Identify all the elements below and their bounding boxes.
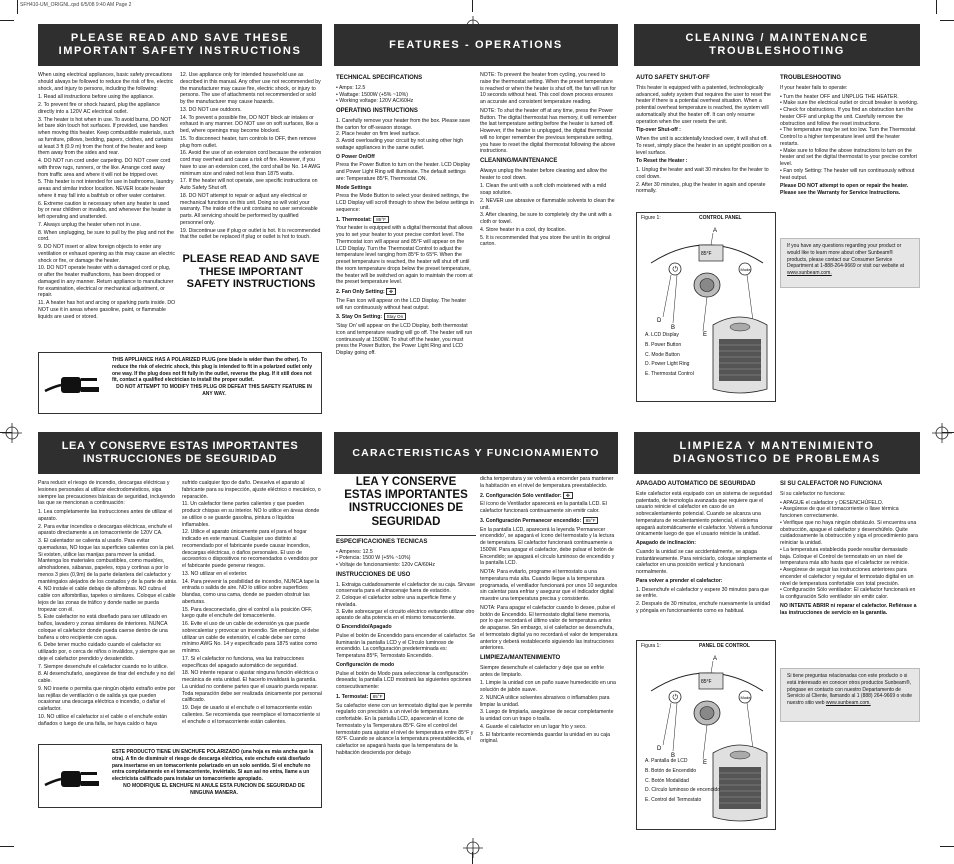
polarized-plug-icon (43, 755, 105, 795)
list-item: 8. When unplugging, be sure to pull by the plug and not the cord. (38, 229, 174, 243)
trouble-heading-es: SI SU CALEFACTOR NO FUNCIONA (780, 481, 883, 487)
banner-es-features: CARACTERISTICAS Y FUNCIONAMIENTO (334, 432, 618, 474)
list-item: 16. Avoid the use of an extension cord because the extension cord may overheat and cause a risk of fire. However, if you have to use an extension cord, the cord shall be No. 14 AWG minimum size and rated not less than 1875 watts. (180, 150, 322, 177)
op-heading: OPERATING INSTRUCTIONS (336, 108, 418, 115)
list-item: 11. A heater has hot and arcing or sparking parts inside. DO NOT use it in areas where gasoline, paint, or flammable liquids are used or stored. (38, 300, 176, 320)
reset-heading-es: Para volver a prender el calefactor: (636, 577, 723, 584)
list-item: 2. Place heater on firm level surface. (336, 131, 421, 138)
list-item: • Turn the heater OFF and UNPLUG THE HEATER. (780, 93, 899, 100)
list-item: 1. Carefully remove your heater from the box. Please save the carton for off-season storage. (336, 117, 471, 131)
m3-text-es: En la pantalla LCD, aparecerá la leyenda 'Permanecer encendido', se apagará el ícono del termostato y la lectura de temperatura. El calefactor funcionará continuamente a 1500W. Para apagar el calefactor, debe pulsar el botón de Encendido; se apagará el círculo luminoso de encendido y la pantalla LCD. (480, 526, 615, 567)
en-contact-box (780, 238, 920, 288)
en-safety-intro: When using electrical appliances, basic safety precautions should always be followed to reduce the risk of fire, electric shock, and injury to persons, including the following: (38, 72, 174, 92)
mode-heading-es: Configuración de modo (336, 661, 395, 668)
list-item: • Asegúrese de que el tomacorriente o llave térmica funcionen correctamente. (780, 506, 899, 520)
list-item: • Configuración Sólo ventilador: El calefactor funcionará en la configuración Sólo ventilador sin emitir calor. (780, 587, 916, 601)
clean-intro: Always unplug the heater before cleaning and allow the heater to cool down. (480, 167, 608, 181)
power-icon: ⏻ (336, 153, 342, 160)
note-2-es: NOTA: Para apagar el calefactor cuando lo desee, pulse el botón de Encendido. El termostato digital tiene memoria, por lo que recordará el último valor de temperatura antes de apagarse. Sin embargo, si el calefactor se desenchufa, el termostato digital ya no recordará el valor de temperatura anterior y deberá restablecerlo siguiendo las instrucciones anteriores. (480, 604, 618, 652)
note-1-es: NOTA: Para evitarlo, programe el termostato a una temperatura más alta. Cuando llegue a la temperatura programada, el ventilador funcionará por unos 10 segundos sin calentar para enfriar y asegurar que el indicador digital muestre una temperatura precisa y consistente. (480, 569, 618, 602)
mode-button-text: Mode (740, 267, 751, 272)
lcd-reading: 85°F (701, 679, 712, 685)
en-plug-box (38, 352, 322, 414)
list-item: 5. El fabricante recomienda guardar la unidad en su caja original. (480, 731, 611, 745)
list-item: 4. Guarde el calefactor en un lugar frío y seco. (480, 723, 587, 730)
en-features-col-left (336, 72, 474, 412)
en-plug-text-2: DO NOT ATTEMPT TO MODIFY THIS PLUG OR DEFEAT THIS SAFETY FEATURE IN ANY WAY. (116, 384, 312, 397)
m3-heading: 3. Stay On Setting: (336, 314, 383, 321)
list-item: 1. Lea completamente las instrucciones antes de utilizar el aparato. (38, 509, 173, 522)
list-item: • Potencia: 1500 W (+5% ~10%) (336, 555, 411, 562)
tech-heading: TECHNICAL SPECIFICATIONS (336, 75, 423, 81)
legend-item: E. Control del Termostato (645, 797, 702, 803)
list-item: 19. Deje de usarlo si el enchufe o el tomacorriente están calientes. Se recomienda que reemplace el tomacorriente si el enchufe o el tomacorriente están calientes. (182, 705, 320, 725)
list-item: 3. Evite sobrecargar el circuito eléctrico evitando utilizar otro aparato de alta potencia en el mismo tomacorriente. (336, 608, 475, 622)
website-link[interactable]: www.sunbeam.com. (825, 700, 871, 706)
tech-heading-es: ESPECIFICACIONES TECNICAS (336, 538, 428, 545)
list-item: 5. This heater is not intended for use in bathrooms, laundry areas and similar indoor location. NEVER locate heater where it may fall into a bathtub or other water container. (38, 179, 174, 199)
es-safety-col-left (38, 480, 178, 742)
list-item: 6. Extreme caution is necessary when any heater is used by or near children or invalids, and whenever the heater is left operating and unattended. (38, 200, 172, 220)
list-item: 10. DO NOT operate heater with a damaged cord or plug, or after the heater malfunctions, has been dropped or damaged in any manner. Return appliance to manufacturer for examination, electrical or mechanical adjustment, or repair. (38, 265, 174, 299)
list-item: 14. To prevent a possible fire, DO NOT block air intakes or exhaust in any manner. DO NOT use on soft surfaces, like a bed, where openings may become blocked. (180, 114, 319, 134)
list-item: 2. NUNCA utilice solventes abrasivos o inflamables para limpiar la unidad. (480, 694, 610, 708)
clean-intro-es: Siempre desenchufe el calefactor y deje que se enfríe antes de limpiarlo. (480, 664, 604, 678)
m2-heading: 2. Fan Only Setting: (336, 289, 385, 296)
en-cleaning-col-right (780, 72, 920, 212)
list-item: 11. Un calefactor tiene partes calientes y que pueden producir chispas en su interior. NO lo utilice en áreas donde se utilice o se guarde gasolina, pintura o líquidos inflamables. (182, 501, 320, 528)
en-figure (636, 212, 776, 402)
crop-mark (940, 20, 954, 21)
website-link[interactable]: www.sunbeam.com. (787, 270, 832, 276)
list-item: 3. Luego de limpiarla, asegúrese de secar completamente la unidad con un trapo o toalla. (480, 709, 614, 723)
fig-letter-d: D (657, 318, 662, 324)
crop-mark (472, 0, 473, 12)
crop-mark (0, 20, 14, 21)
list-item: • Verifique que no haya ningún obstáculo. Si encuentra una obstrucción, apague el calefactor y desenchúfelo. Quite cuidadosamente la obstrucción y siga el procedimiento para reiniciar la unidad. (780, 519, 918, 547)
list-item: 19. Discontinue use if plug or outlet is hot. It is recommended that the outlet be replaced if plug or outlet is hot to touch. (180, 227, 321, 241)
en-safety-col-right (180, 72, 322, 350)
list-item: 17. Si el calefactor no funciona, vea las instrucciones específicas del apagado automático de seguridad. (182, 655, 304, 669)
svg-text:⏻: ⏻ (672, 693, 679, 702)
m1-heading: 1. Thermostat: (336, 216, 372, 223)
figure-title: PANEL DE CONTROL (699, 643, 750, 649)
list-item: 13. DO NOT use outdoors. (180, 106, 242, 113)
legend-item: D. Círculo luminoso de encendido (645, 787, 721, 794)
banner-es-cleaning: LIMPIEZA Y MANTENIMIENTO DIAGNOSTICO DE PROBLEMAS (634, 432, 920, 474)
crop-mark (940, 846, 954, 847)
m1-text-es-cont: dicha temperatura y se volverá a encender para mantener la habitación en el nivel de temperatura preestablecido. (480, 476, 614, 489)
figure-title: CONTROL PANEL (699, 215, 742, 221)
note-2: NOTE: To shut the heater off at any time, press the Power Button. The digital thermostat has memory, it will remember the last temperature setting before the heater is turned off. However, if the heater is unplugged, the digital thermostat will no longer remember the previous temperature setting, you have to reset the digital thermostat following the above instructions. (480, 107, 617, 155)
list-item: 4. DO NOT run cord under carpeting. DO NOT cover cord with throw rugs, runners, or the like. Arrange cord away from traffic area and where it will not be tripped over. (38, 158, 171, 178)
legend-item: D. Power Light Ring (645, 361, 690, 368)
tip-heading: Tip-over Shut-off : (636, 127, 681, 134)
es-features-col-left (336, 476, 476, 848)
fig-letter-a: A (713, 656, 718, 662)
lcd-reading: 85°F (701, 251, 712, 257)
tip-text-es: Cuando la unidad se cae accidentalmente, se apaga instantáneamente. Para reiniciarlo, coloque simplemente el calefactor en una posición vertical y funcionará normalmente. (636, 548, 773, 576)
auto-heading-es: APAGADO AUTOMATICO DE SEGURIDAD (636, 481, 756, 487)
es-cleaning-col-right (780, 478, 920, 638)
trouble-intro-es: Si su calefactor no funciona: (780, 490, 846, 497)
legend-item: B. Power Button (645, 341, 682, 348)
banner-en-cleaning: CLEANING / MAINTENANCE TROUBLESHOOTING (634, 24, 920, 66)
list-item: • APAGUE el calefactor y DESENCHÚFELO. (780, 499, 884, 506)
list-item: • Fan only Setting: The heater will run continuously without heat output. (780, 167, 915, 181)
list-item: 3. Avoid overloading your circuit by not using other high wattage appliances in the same outlet. (336, 138, 464, 151)
tip-heading-es: Apagado de inclinación: (636, 540, 696, 547)
legend-item: A. Pantalla de LCD (645, 758, 688, 764)
es-plug-box (38, 744, 322, 808)
mode-heading: Mode Settings (336, 184, 372, 191)
legend-item: C. Mode Button (645, 351, 680, 358)
figure-legend (645, 757, 720, 806)
divider (336, 535, 476, 536)
es-big-title: LEA Y CONSERVE ESTAS IMPORTANTES INSTRUCCIONES DE SEGURIDAD (344, 476, 468, 528)
power-icon: ⏻ (336, 624, 342, 631)
tip-text: When the unit is accidentally knocked over, it will shut off. To reset, simply place the heater in an upright position on a level surface. (636, 136, 772, 156)
m1-text: Your heater is equipped with a digital thermostat that allows you to set your heater to your precise comfort level. The Thermostat icon will appear and 85°F will appear on the LCD Display. Turn the Thermostat Control to adjust the temperature level ranging from 85°F to 65°F. When the preset temperature is reached, the heater will shut off until the room temperature drops below the preset temperature, the heater will be switched on again to maintain the room at the preset temperature level. (336, 225, 473, 286)
list-item: • Check for obstructions. If you find an obstruction turn the heater OFF and unplug the unit. Carefully remove the obstruction and follow the reset instructions. (780, 107, 914, 127)
power-text: Press the Power Button to turn on the heater. LCD Display and Power Light Ring will illuminate. The default settings are: Temperature 85°F, Thermostat ON. (336, 162, 471, 182)
list-item: 4. NO instale el cable debajo de alfombras. NO cubra el cable con alfombrillas, tapetes o similares. Coloque el cable lejos de las zonas de tráfico y donde nadie se pueda tropezar con él. (38, 586, 176, 613)
list-item: • Working voltage: 120V AC/60Hz (336, 98, 414, 105)
svg-text:⏻: ⏻ (672, 265, 679, 274)
en-features-col-right (480, 72, 618, 412)
legend-item: B. Botón de Encendido (645, 767, 697, 774)
clean-heading-es: LIMPIEZA/MANTENIMIENTO (480, 655, 561, 661)
trouble-note-es: NO INTENTE ABRIR ni reparar el calefactor. Refiérase a las instrucciones de servicio en la garantía. (780, 602, 917, 616)
fig-letter-b: B (671, 753, 676, 759)
banner-es-safety: LEA Y CONSERVE ESTAS IMPORTANTES INSTRUCCIONES DE SEGURIDAD (38, 432, 322, 474)
fig-letter-d: D (657, 746, 662, 752)
file-slug: SFH410-UM_ORIGNL.qxd 6/5/08 9:40 AM Page 2 (20, 2, 132, 8)
auto-text-es: Este calefactor está equipado con un sistema de seguridad patentado, de tecnología avanzada que requiere que el usuario reinicie el calefactor en caso de un sobrecalentamiento potencial. Cuando se alcanza una temperatura de recalentamiento potencial, el sistema apagará automáticamente el calefactor. Volverá a funcionar únicamente luego de que el usuario reinicie la unidad. (636, 490, 773, 538)
legend-item: E. Thermostat Control (645, 371, 694, 377)
list-item: 15. Para desconectarlo, gire el control a la posición OFF, luego quite el enchufe del tomacorriente. (182, 606, 313, 620)
list-item: 4. Store heater in a cool, dry location. (480, 226, 566, 233)
list-item: 9. DO NOT insert or allow foreign objects to enter any ventilation or exhaust opening as this may cause an electric shock or fire, or damage the heater. (38, 244, 175, 264)
power-text-es: Pulse el botón de Encendido para encender el calefactor. Se iluminarán la pantalla LCD y el Círculo luminoso de encendido. La configuración predeterminada es: Temperatura 85°F, Termostato Encendido. (336, 632, 476, 660)
list-item: 16. Evite el uso de un cable de extensión ya que puede sobrecalentar y provocar un incendio. Sin embargo, si debe utilizar un cable de extensión, el cable debe ser como mínimo AWG No. 14 y especificado para 1875 vatios como mínimo. (182, 621, 319, 654)
list-item: 7. Always unplug the heater when not in use. (38, 221, 141, 228)
list-item: • Make sure the electrical outlet or circuit breaker is working. (780, 100, 919, 107)
legend-item: A. LCD Display (645, 332, 679, 338)
list-item: 3. After cleaning, be sure to completely dry the unit with a cloth or towel. (480, 212, 612, 226)
auto-text: This heater is equipped with a patented, technologically advanced, safety system that requires the user to reset the heater if there is a potential overheat situation. When a potential overheat temperature is reached, the system will automatically shut the heater off. It can only resume operation when the user resets the unit. (636, 84, 771, 125)
m1-text-es: Su calefactor viene con un termostato digital que le permite regularlo con precisión a un nivel de temperatura confortable. En la pantalla LCD, aparecerán el ícono de Termostato y la Temperatura 85°F. Gire el control del termostato para ajustar el nivel de temperatura entre 85°F y 65°F. Cuando se alcance la temperatura preestablecida, el calefactor se apagará hasta que la temperatura de la habitación descienda por debajo (336, 702, 474, 756)
list-item: 12. Utilice el aparato únicamente para el para el hogar indicado en este manual. Cualquier uso distinto al recomendado por el fabricante puede causar incendios, descargas eléctricas, o daños personales. El uso de accesorios o dispositivos no recomendados o vendidos por el fabricante puede generar riesgos. (182, 529, 318, 569)
fan-icon: ✤ (386, 288, 396, 295)
reset-heading: To Reset the Heater : (636, 158, 688, 165)
list-item: 14. Para prevenir la posibilidad de incendio, NUNCA tape la entrada o salida de aire. NO lo utilice sobre superficies blandas, como una cama, donde se pueden obstruir las aberturas. (182, 578, 320, 605)
banner-en-safety: PLEASE READ AND SAVE THESE IMPORTANT SAFETY INSTRUCTIONS (38, 24, 322, 66)
figure-label: Figure 1: (641, 215, 661, 221)
es-features-col-right (480, 476, 618, 848)
list-item: 18. DO NOT attempt to repair or adjust any electrical or mechanical functions on this unit. Doing so will void your warranty. The inside of the unit contains no user serviceable parts. All servicing should be performed by qualified personnel only. (180, 192, 318, 226)
crop-mark (0, 846, 14, 847)
heater-illustration (707, 311, 773, 397)
stay-on-icon: 85°F (583, 517, 599, 524)
list-item: 2. Coloque el calefactor sobre una superficie firme y nivelada. (336, 595, 456, 608)
fig-letter-a: A (713, 228, 718, 234)
power-heading: Power On/Off (341, 153, 375, 160)
clean-heading: CLEANING/MAINTENANCE (480, 158, 558, 164)
list-item: 18. NO intente reparar o ajustar ninguna función eléctrica o mecánica de esta unidad. El hacerlo invalidará la garantía. La unidad no contiene partes que el usuario pueda reparar. Toda reparación debe ser realizada únicamente por personal calificado. (182, 670, 322, 704)
mode-text: Press the Mode Button to select your desired settings, the LCD Display will scroll through to show the below settings in sequence: (336, 193, 474, 213)
es-cleaning-col-left (636, 478, 774, 638)
stay-on-icon: Stay On (384, 313, 407, 320)
contact-text: If you have any questions regarding your product or would like to learn more about other Sunbeam® products, please contact our Consumer Service Department at 1-888-264-9669 or visit our website at (787, 243, 905, 270)
thermostat-lcd-icon: 85°F (373, 216, 389, 223)
registration-mark (2, 423, 22, 443)
list-item: 1. Clean the unit with a soft cloth moistened with a mild soap solution. (480, 183, 607, 197)
list-item: • Amperes: 12.5 (336, 548, 373, 555)
polarized-plug-icon (43, 361, 105, 401)
list-item: 1. Unplug the heater and wait 30 minutes for the heater to cool down. (636, 167, 769, 180)
registration-mark (932, 423, 952, 443)
figure-label: Figura 1: (641, 643, 661, 649)
m1-heading-es: 1. Termostat: (336, 693, 369, 700)
list-item: 1. Read all instructions before using the appliance. (38, 94, 155, 101)
list-item: 3. The heater is hot when in use. To avoid burns, DO NOT let bare skin touch hot surfaces. If provided, use handles when moving this heater. Keep combustible materials, such as furniture, pillows, bedding, papers, clothes, and curtains at least 3 ft (0.9 m) from the front of the heater and keep them away from the sides and rear. (38, 116, 175, 157)
fig-letter-b: B (671, 325, 676, 331)
contact-text: Si tiene preguntas relacionadas con este producto o si está interesado en conocer otros productos Sunbeam®, póngase en contacto con nuestro Departamento de Servicio al Cliente, llamando al 1 (888) 264-9669 o visite nuestro sitio web (787, 673, 913, 706)
en-save-title: PLEASE READ AND SAVE THESE IMPORTANT SAFETY INSTRUCTIONS (182, 253, 320, 291)
note-1: NOTE: To prevent the heater from cycling, you need to raise the thermostat setting. When the preset temperature is reached or when the heater is shut off, the fan will run for 10 seconds without heat. This cool down process ensures an accurate and consistent temperature reading. (480, 72, 617, 105)
list-item: 15. To disconnect heater, turn controls to OFF, then remove plug from outlet. (180, 135, 317, 149)
m3-text: 'Stay On' will appear on the LCD Display, both thermostat icon and temperature reading will go off. The heater will run continuously at 1500W. To shut off the heater, you must press the Power Button, the Power Light Ring and LCD Display going off. (336, 323, 473, 357)
es-figure (636, 640, 776, 830)
en-safety-col-left (38, 72, 176, 350)
list-item: 5. It is recommended that you store the unit in its original carton. (480, 234, 611, 248)
fan-icon: ✤ (563, 492, 573, 499)
crop-mark (17, 0, 18, 14)
list-item: 5. Este calefactor no está diseñado para ser utilizado en baños, lavadero y zonas similares de interiores. NUNCA coloque el calefactor donde pueda caerse dentro de una bañera u otro recipiente con agua. (38, 614, 168, 641)
m2-text-es: El ícono de Ventilador aparecerá en la pantalla LCD. El calefactor funcionará continuamente sin emitir calor. (480, 501, 607, 514)
list-item: 6. Debe tener mucho cuidado cuando el calefactor es utilizado por, o cerca de niños o inválidos, y siempre que se deje el calefactor prendido y desatendido. (38, 642, 175, 662)
trouble-heading: TROUBLESHOOTING (780, 75, 841, 81)
list-item: 10. NO utilice el calefactor si el cable o el enchufe están dañados o luego de una falla, se haya caído o haya (38, 713, 167, 727)
mode-text-es: Pulse el botón de Modo para seleccionar la configuración deseada; la pantalla LCD mostrará las siguientes opciones consecutivamente: (336, 670, 472, 691)
m3-heading-es: 3. Configuración Permanecer encendido: (480, 517, 582, 524)
list-item: 1. Desenchufe el calefactor y espere 30 minutos para que se enfríe. (636, 586, 769, 600)
list-item: • Make sure to follow the above instructions to turn on the heater and set the digital thermostat to your precise comfort level. (780, 147, 917, 168)
list-item: 2. To prevent fire or shock hazard, plug the appliance directly into a 120V AC electrical outlet. (38, 102, 160, 115)
list-item: 2. Para evitar incendios o descargas eléctricas, enchufe el aparato directamente a un tomacorriente de 120V CA. (38, 523, 173, 537)
list-item: • Amps: 12.5 (336, 84, 366, 91)
list-item: 7. Siempre desenchufe el calefactor cuando no lo utilice. (38, 663, 169, 670)
list-item: 1. Extraiga cuidadosamente el calefactor de su caja. Sirvase conservarla para el almacenaje fuera de estación. (336, 581, 475, 595)
en-cleaning-col-left (636, 72, 774, 212)
list-item: • Asegúrese de seguir las instrucciones anteriores para encender el calefactor y regular el termostato digital en un nivel de temperatura confortable con total precisión. (780, 567, 914, 587)
auto-heading: AUTO SAFETY SHUT-OFF (636, 75, 710, 81)
list-item: sufrido cualquier tipo de daño. Devuelva el aparato al fabricante para su inspección, ajuste eléctrico o mecánico, o reparación. (182, 480, 321, 500)
list-item: 2. Después de 30 minutos, enchufe nuevamente la unidad y póngala en funcionamiento como es habitual. (636, 601, 771, 614)
list-item: • Voltaje de funcionamiento: 120v CA/60Hz (336, 562, 435, 569)
fig-letter-e: E (703, 332, 708, 337)
crop-mark (936, 0, 937, 14)
list-item: 3. El calentador se calienta al usarlo. Para evitar quemaduras, NO toque las superficies calientes con la piel. Si existen, utilice las manijas para mover la unidad. Mantenga los materiales combustibles, como muebles, almohadones, sábanas, papeles, ropa y cortinas a por lo menos 3 pies (0,9m) de la parte delantera del calefactor y manténgalos alejados de los costados y de la parte de atrás. (38, 538, 178, 585)
banner-en-features: FEATURES - OPERATIONS (334, 24, 618, 66)
op-heading-es: INSTRUCCIONES DE USO (336, 571, 411, 578)
trouble-note: Please DO NOT attempt to open or repair the heater. Please see the Warranty for Service Instructions. (780, 183, 909, 197)
trouble-intro: If your heater fails to operate: (780, 84, 848, 91)
es-safety-intro: Para reducir el riesgo de incendio, descargas eléctricas y lesiones personales al utilizar electrodomésticos, siga siempre las precauciones básicas de seguridad, incluyendo las que se mencionan a continuación: (38, 480, 175, 507)
figure-legend (645, 331, 694, 380)
es-contact-box (780, 668, 920, 722)
es-safety-col-right (182, 480, 322, 742)
list-item: • Wattage: 1500W (+5% ~10%) (336, 91, 408, 98)
list-item: 1. Limpie la unidad con un paño suave humedecido en una solución de jabón suave. (480, 680, 616, 694)
thermostat-lcd-icon: 85°F (370, 693, 386, 700)
list-item: 13. NO utilizar en el exterior. (182, 570, 248, 577)
list-item: 2. NEVER use abrasive or flammable solvents to clean the unit. (480, 197, 615, 211)
list-item: 2. After 30 minutes, plug the heater in again and operate normally. (636, 181, 766, 195)
power-heading-es: Encendido/Apagado (341, 624, 392, 631)
list-item: • La temperatura establecida puede resultar demasiado baja. Coloque el Control de termostato en un nivel de temperatura más alto hasta que el calefactor se reinicie. (780, 546, 909, 567)
es-plug-text: ESTE PRODUCTO TIENE UN ENCHUFE POLARIZADO (una hoja es más ancha que la otra). A fin de disminuir el riesgo de descarga eléctrica, este enchufe está diseñado para insertarse en un tomacorriente polarizado en un solo sentido. Si el enchufe no entra completamente en el tomacorriente, inviértalo. Si aun así no entra, llame a un electricista calificado para instalar un tomacorriente apropiado. (112, 749, 314, 782)
list-item: 17. If the heater will not operate, see specific instructions on Auto Safety Shut off. (180, 178, 318, 191)
list-item: 9. NO inserte o permita que ningún objeto extraño entre por las rejillas de ventilación o de salida ya que pueden ocasionar una descarga eléctrica o incendio, o dañar el calefactor. (38, 685, 176, 712)
list-item: • The temperature may be set too low. Turn the Thermostat Control to a higher temperature level until the heater restarts. (780, 127, 916, 147)
mode-button-text: Mode (740, 695, 751, 700)
es-plug-text-2: NO MODIFIQUE EL ENCHUFE NI ANULE ESTA FUNCION DE SEGURIDAD DE NINGUNA MANERA. (123, 782, 305, 796)
en-plug-text: THIS APPLIANCE HAS A POLARIZED PLUG (one blade is wider than the other). To reduce the risk of electric shock, this plug is intended to fit in a polarized outlet only one way. If the plug does not fit fully in the outlet, reverse the plug. If it still does not fit, contact a qualified electrician to install the proper outlet. (112, 357, 313, 384)
legend-item: C. Botón Modalidad (645, 777, 689, 784)
m2-heading-es: 2. Configuración Sólo ventilador: (480, 492, 562, 499)
fig-letter-e: E (703, 760, 708, 765)
list-item: 12. Use appliance only for intended household use as described in this manual. Any other use not recommended by the manufacturer may cause fire, electric shock, or injury to persons. The use of attachments not recommended or sold by the manufacturer may cause hazards. (180, 72, 321, 105)
m2-text: The Fan icon will appear on the LCD Display. The heater will run continuously without heat output. (336, 297, 467, 311)
list-item: 8. Al desenchufarlo, asegúrese de tirar del enchufe y no del cable. (38, 671, 175, 684)
